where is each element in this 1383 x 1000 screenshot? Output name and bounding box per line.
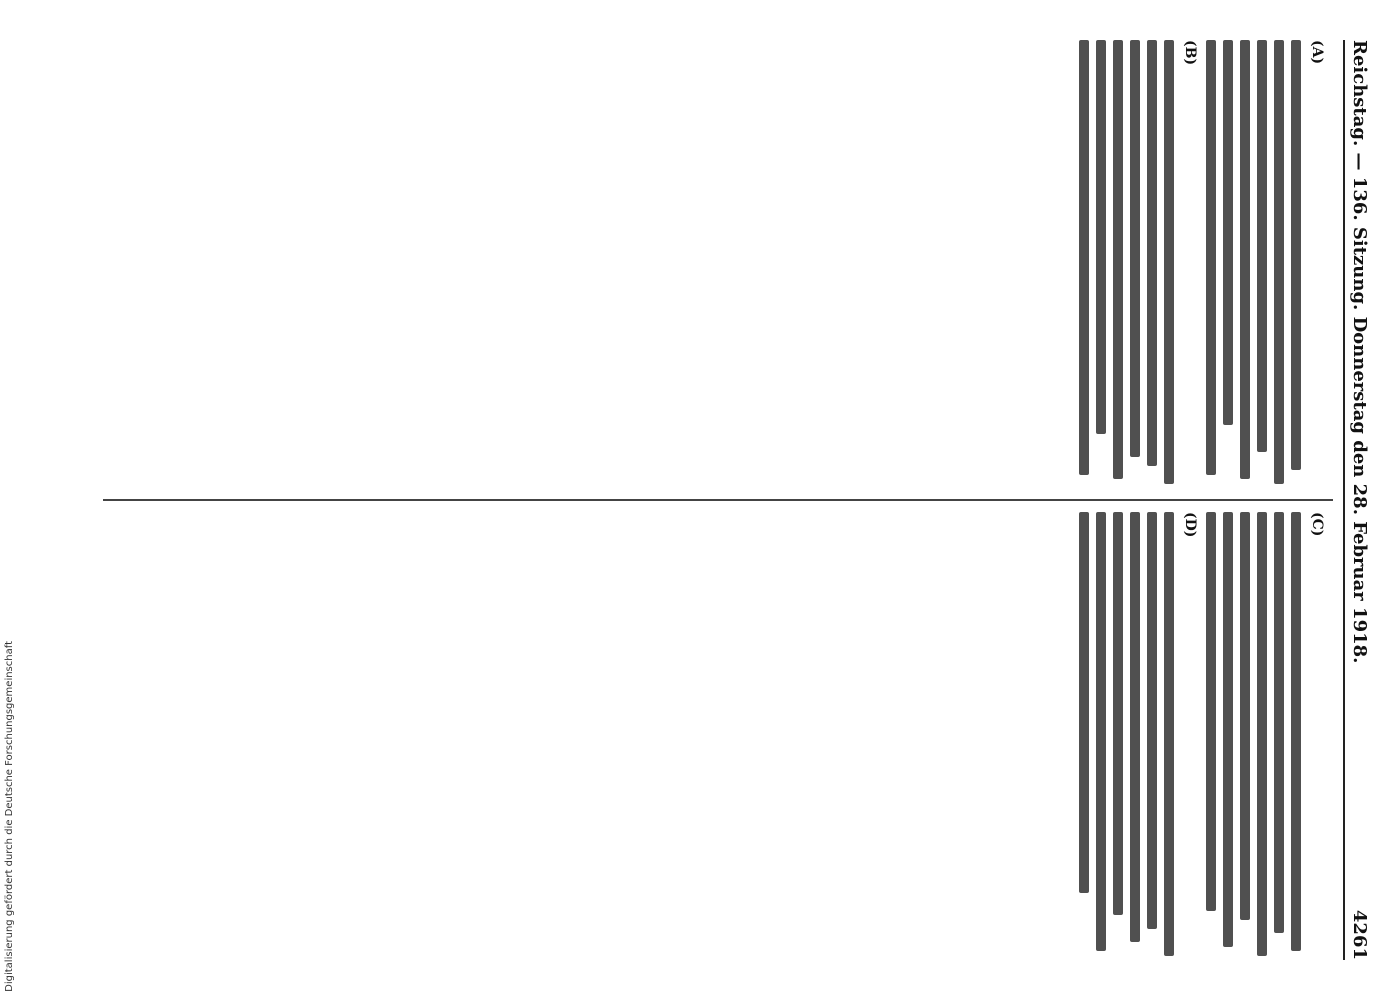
left-column	[103, 40, 1333, 488]
column-divider	[103, 499, 1333, 501]
page-number: 4261	[1349, 909, 1370, 960]
page-header	[1343, 40, 1370, 960]
right-column	[103, 512, 1333, 960]
digitization-credit: Digitalisierung gefördert durch die Deutsche Forschungsgemeinschaft	[4, 641, 15, 992]
section-marker-c: (C)	[1309, 512, 1325, 537]
rotated-page	[70, 40, 1370, 960]
section-marker-b: (B)	[1182, 40, 1198, 66]
section-marker-a: (A)	[1309, 40, 1325, 65]
columns	[103, 40, 1333, 960]
section-marker-d: (D)	[1182, 512, 1198, 538]
header-title: Reichstag. — 136. Sitzung. Donnerstag den 28. Februar 1918.	[1349, 40, 1370, 664]
